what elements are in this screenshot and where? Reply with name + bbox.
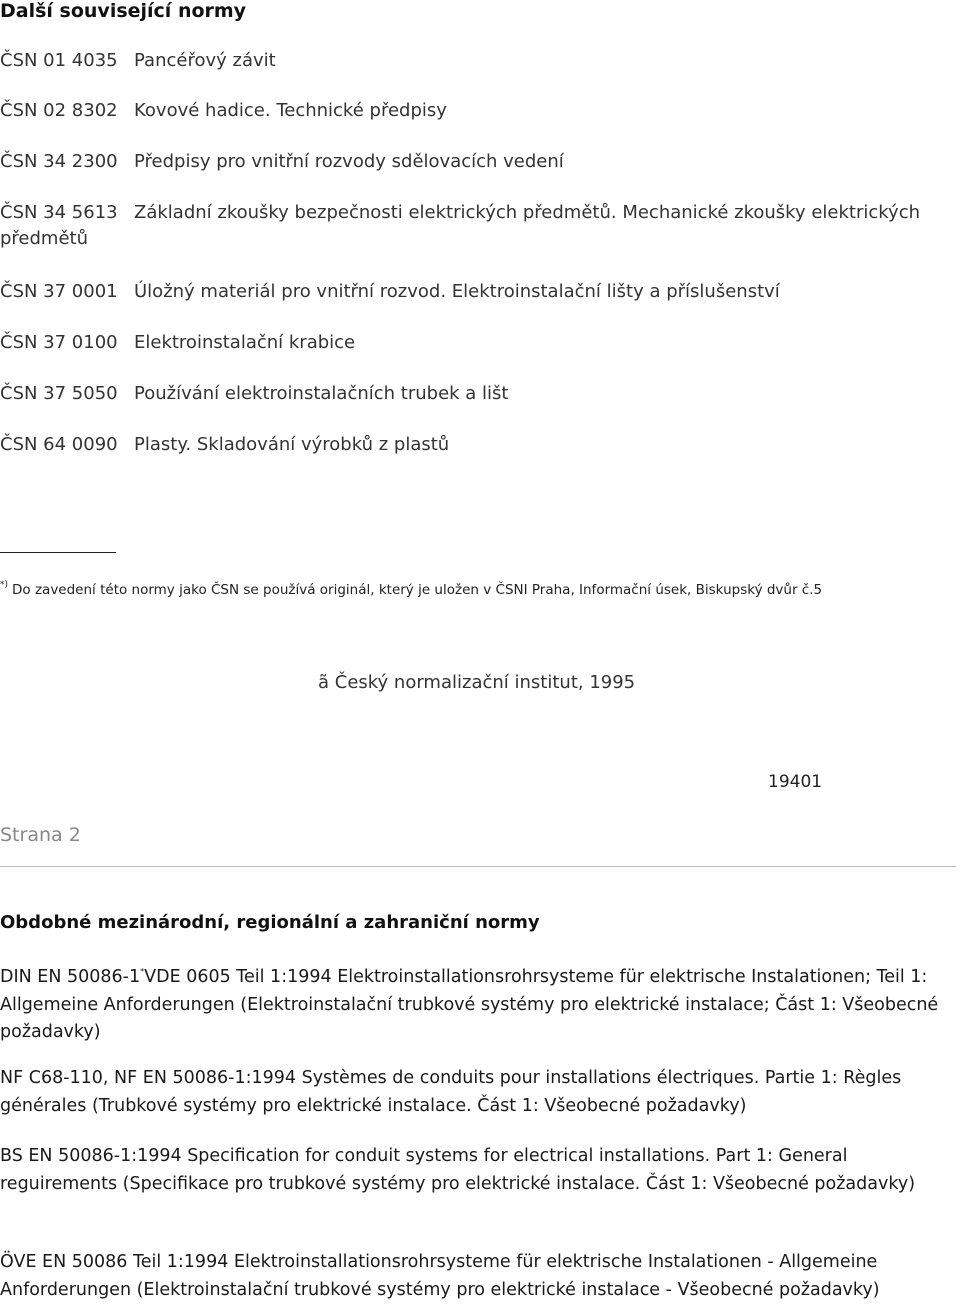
din-standard-paragraph	[0, 958, 958, 1047]
related-standard-item	[0, 48, 956, 74]
footnote-separator	[0, 552, 116, 553]
standard-title: Pancéřový závit	[134, 50, 276, 71]
standard-code: ČSN 64 0090	[0, 434, 118, 455]
standard-code: ČSN 34 2300	[0, 151, 118, 172]
standard-code: ČSN 34 5613	[0, 202, 118, 223]
related-standard-item	[0, 330, 956, 356]
standard-title: Kovové hadice. Technické předpisy	[134, 100, 447, 121]
bs-standard-paragraph: BS EN 50086-1:1994 Specification for conduit systems for electrical installations. Part 1: General reguirements (Specifikace pro trubkové systémy pro elektrické instalace. Část 1: Všeobecné požadavky)	[0, 1146, 916, 1194]
nf-standard-paragraph: NF C68-110, NF EN 50086-1:1994 Systèmes de conduits pour installations électriques. Partie 1: Règles générales (Trubkové systémy pro elektrické instalace. Část 1: Všeobecné požadavky)	[0, 1068, 902, 1116]
din-text: VDE 0605 Teil 1:1994 Elektroinstallationsrohrsysteme für elektrische Instalationen; Teil 1: Allgemeine Anforderungen (Elektroinstalační trubkové systémy pro elektrické instalace; Část 1: Všeobecné požadavky)	[0, 967, 939, 1042]
footnote-text: Do zavedení této normy jako ČSN se používá originál, který je uložen v ČSNI Praha, Informační úsek, Biskupský dvůr č.5	[12, 582, 823, 598]
related-standard-item	[0, 98, 956, 124]
document-number: 19401	[768, 772, 823, 792]
standard-title: Elektroinstalační krabice	[134, 332, 356, 353]
standard-code: ČSN 37 5050	[0, 383, 118, 404]
related-standard-item	[0, 149, 956, 175]
standard-code: ČSN 01 4035	[0, 50, 118, 71]
standard-code: ČSN 02 8302	[0, 100, 118, 121]
related-standards-heading: Další související normy	[0, 0, 247, 22]
page-label: Strana 2	[0, 824, 81, 846]
ove-standard-paragraph: ÖVE EN 50086 Teil 1:1994 Elektroinstallationsrohrsysteme für elektrische Instalationen - Allgemeine Anforderungen (Elektroinstalační trubkové systémy pro elektrické instalace - Všeobecné požadavky)	[0, 1252, 880, 1300]
standard-title: Základní zkoušky bezpečnosti elektrických předmětů. Mechanické zkoušky elektrických předmětů	[0, 202, 920, 249]
standard-title: Úložný materiál pro vnitřní rozvod. Elektroinstalační lišty a příslušenství	[134, 281, 780, 302]
footnote-mark: *)	[0, 580, 9, 590]
related-standard-item	[0, 381, 956, 407]
page-separator	[0, 866, 956, 867]
footnote	[0, 580, 822, 598]
standard-title: Používání elektroinstalačních trubek a lišt	[134, 383, 509, 404]
related-standard-item	[0, 432, 956, 458]
related-standard-item	[0, 279, 956, 305]
standard-code: ČSN 37 0100	[0, 332, 118, 353]
copyright-notice: ã Český normalizační institut, 1995	[318, 672, 636, 693]
din-code: DIN EN 50086-1	[0, 967, 141, 987]
standard-title: Plasty. Skladování výrobků z plastů	[134, 434, 450, 455]
standard-code: ČSN 37 0001	[0, 281, 118, 302]
din-superscript: *	[140, 967, 145, 976]
related-standard-item	[0, 200, 956, 252]
standard-title: Předpisy pro vnitřní rozvody sdělovacích vedení	[134, 151, 564, 172]
international-standards-heading: Obdobné mezinárodní, regionální a zahraniční normy	[0, 912, 540, 933]
